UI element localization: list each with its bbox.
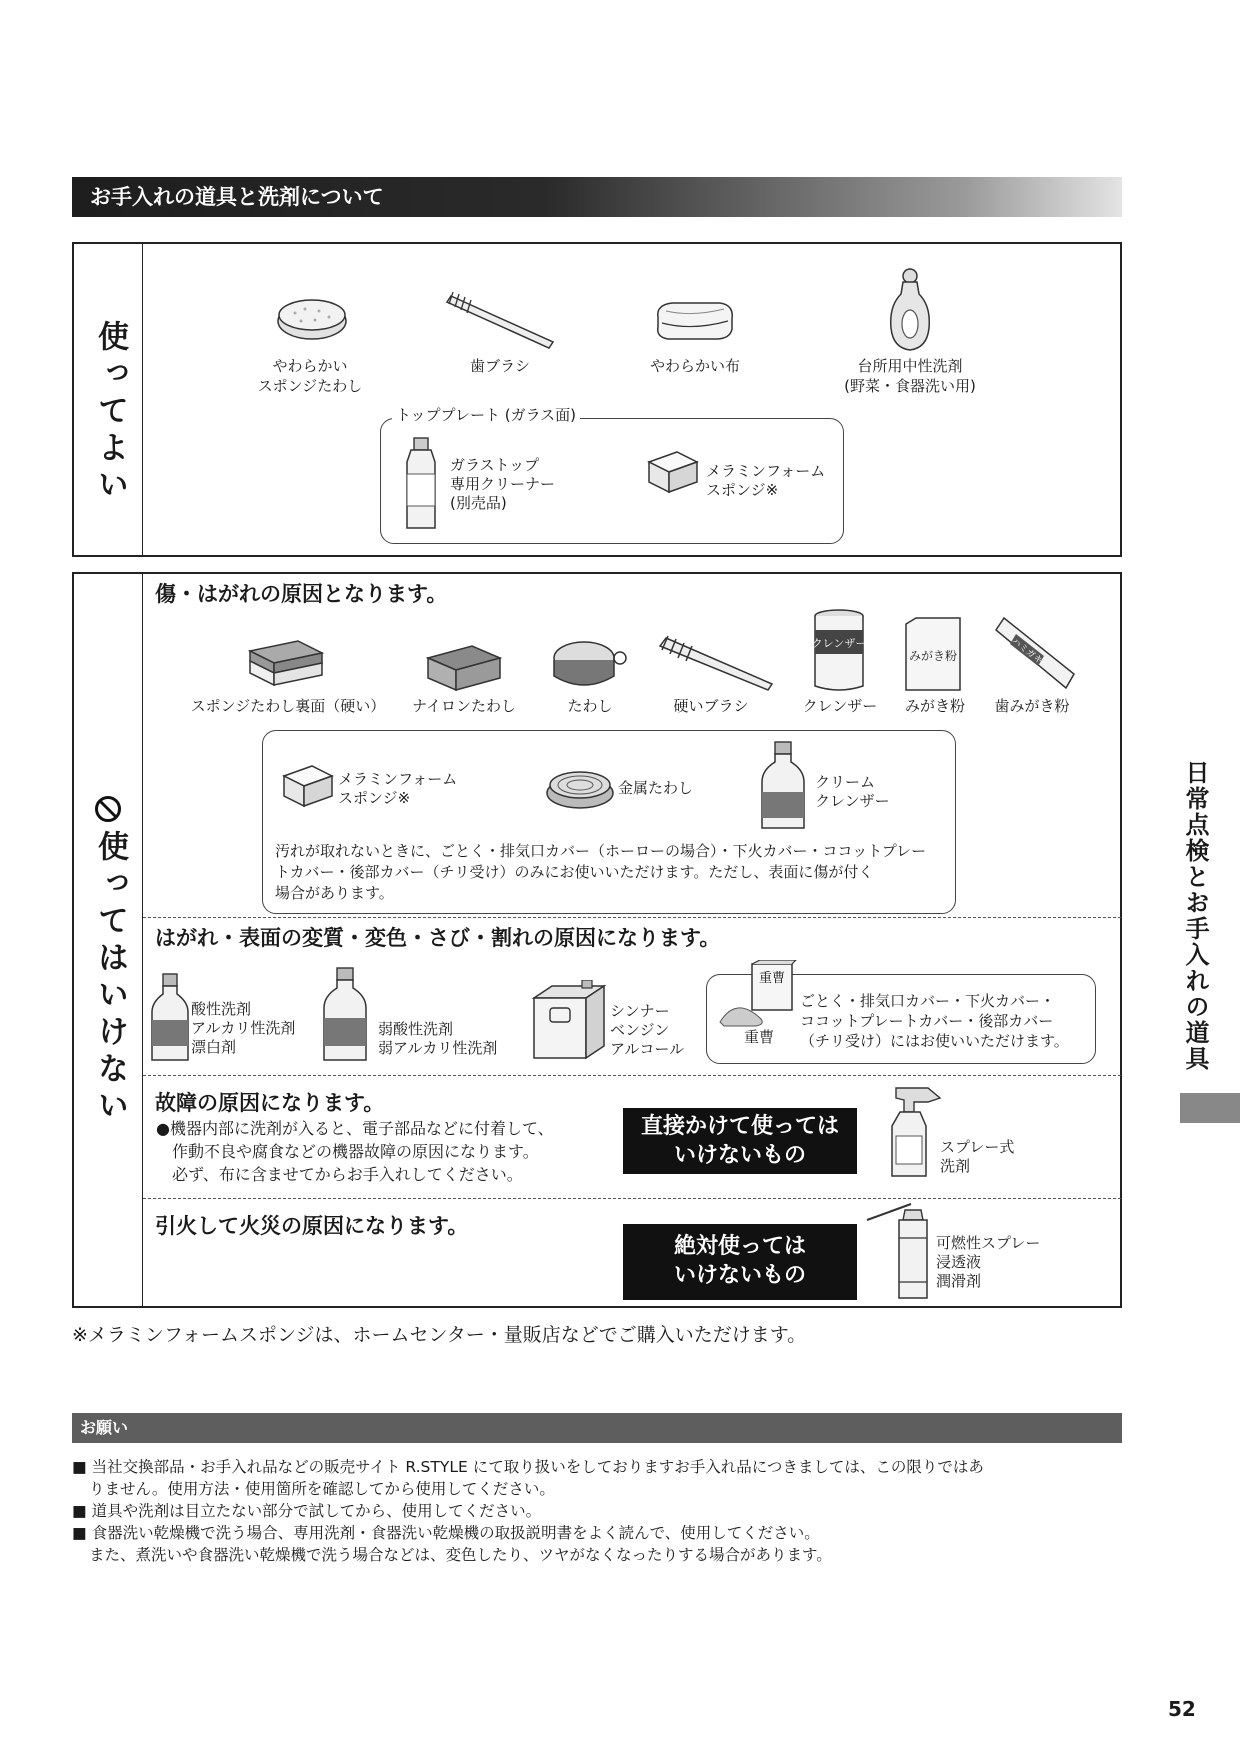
peel-heading: はがれ・表面の変質・変色・さび・割れの原因になります。	[155, 926, 721, 950]
side-tab-label: 日常点検とお手入れの道具	[1181, 760, 1209, 1072]
damage-heading: 傷・はがれの原因となります。	[155, 582, 448, 606]
cream-cleanser-bottle-icon	[760, 740, 806, 832]
damage-item-nylon-scrubber: ナイロンたわし	[412, 697, 516, 715]
toothpaste-tube-text: ハミガキ	[1009, 636, 1045, 667]
cream-cleanser-label: クリーム クレンザー	[815, 773, 890, 810]
divider-2	[143, 1075, 1121, 1076]
damage-item-hard-sponge: スポンジたわし裏面（硬い）	[190, 697, 386, 715]
page-number: 52	[1168, 1697, 1196, 1721]
damage-exception-note: 汚れが取れないときに、ごとく・排気口カバー（ホーローの場合）・下火カバー・ココットプレー トカバー・後部カバー（チリ受け）のみにお使いいただけます。ただし、表面に傷が付く 場合があります。	[275, 842, 927, 902]
damage-item-scrubbing-brush: たわし	[567, 697, 613, 715]
fault-warning-box: 直接かけて使っては いけないもの	[623, 1108, 857, 1174]
scrubbing-brush-icon	[550, 636, 630, 694]
fault-heading: 故障の原因になります。	[155, 1091, 385, 1115]
toothpaste-tube-icon	[990, 612, 1080, 694]
divider-1	[143, 917, 1121, 918]
cleanser-can-text: クレンザー	[812, 637, 866, 650]
melamine-sponge-icon	[645, 448, 701, 496]
polishing-powder-box-icon	[902, 614, 964, 694]
fire-warning-box: 絶対使っては いけないもの	[623, 1224, 857, 1300]
fault-note: ●機器内部に洗剤が入ると、電子部品などに付着して、 作動不良や腐食などの機器故障の原因になります。 必ず、布に含ませてからお手入れしてください。	[156, 1119, 554, 1184]
topplate-melamine-label: メラミンフォーム スポンジ※	[706, 462, 826, 499]
cleanser-can-icon	[812, 608, 866, 694]
ok-item-dish-detergent: 台所用中性洗剤 (野菜・食器洗い用)	[844, 357, 976, 395]
hard-brush-icon	[656, 632, 776, 694]
acid-detergent-label: 酸性洗剤 アルカリ性洗剤 漂白剤	[191, 1000, 296, 1056]
baking-soda-note: ごとく・排気口カバー・下火カバー・ ココットプレートカバー・後部カバー （チリ受け）にはお使いいただけます。	[800, 992, 1069, 1050]
spray-detergent-label: スプレー式 洗剤	[940, 1138, 1015, 1175]
ok-item-toothbrush: 歯ブラシ	[469, 357, 530, 375]
melamine-ng-label: メラミンフォーム スポンジ※	[338, 770, 458, 807]
request-list: ■ 当社交換部品・お手入れ品などの販売サイト R.STYLE にて取り扱いをしておりますお手入れ品につきましては、この限りではあ りません。使用方法・使用箇所を確認してから使用してください。 ■ 道具や洗剤は目立たない部分で試してから、使用してください。 ■ 食器洗い乾燥機で洗う場合、専用洗剤・食器洗い乾燥機の取扱説明書をよく読んで、使用してください。 また、煮洗いや食器洗い乾燥機で洗う場合などは、変色したり、ツヤがなくなったりする場合があります。	[72, 1458, 984, 1564]
glass-cleaner-bottle-icon	[403, 436, 439, 532]
soft-cloth-icon	[652, 297, 737, 345]
damage-item-cleanser: クレンザー	[802, 697, 878, 715]
acid-detergent-bottle-icon	[150, 972, 190, 1064]
metal-scrubber-label: 金属たわし	[618, 779, 694, 797]
thinner-can-icon	[530, 980, 608, 1062]
soft-sponge-icon	[275, 293, 350, 343]
ng-label: 使ってはいけない	[92, 830, 128, 1126]
metal-scrubber-icon	[544, 765, 616, 811]
side-tab-marker	[1180, 1093, 1240, 1123]
polishing-powder-text: みがき粉	[908, 649, 958, 663]
topplate-cleaner-label: ガラストップ 専用クリーナー (別売品)	[450, 456, 556, 512]
divider-3	[143, 1198, 1121, 1199]
baking-soda-label: 重曹	[744, 1028, 775, 1046]
footnote: ※メラミンフォームスポンジは、ホームセンター・量販店などでご購入いただけます。	[72, 1324, 807, 1346]
fire-heading: 引火して火災の原因になります。	[155, 1214, 469, 1238]
ok-label: 使ってよい	[92, 320, 128, 505]
hard-sponge-icon	[246, 635, 326, 691]
damage-item-toothpaste: 歯みがき粉	[994, 697, 1070, 715]
dish-detergent-bottle-icon	[885, 266, 935, 352]
baking-soda-package-text: 重曹	[758, 971, 786, 986]
thinner-label: シンナー ベンジン アルコール	[610, 1002, 685, 1058]
damage-item-polishing-powder: みがき粉	[904, 697, 965, 715]
flammable-spray-can-icon	[865, 1202, 931, 1302]
baking-soda-icon	[716, 960, 798, 1030]
prohibition-icon	[94, 795, 122, 823]
flammable-spray-label: 可燃性スプレー 浸透液 潤滑剤	[936, 1234, 1041, 1290]
weak-acid-detergent-label: 弱酸性洗剤 弱アルカリ性洗剤	[378, 1020, 498, 1057]
request-title: お願い	[72, 1413, 1122, 1443]
spray-bottle-icon	[888, 1084, 944, 1180]
damage-item-hard-brush: 硬いブラシ	[673, 697, 749, 715]
nylon-scrubber-icon	[424, 640, 504, 696]
section-title: お手入れの道具と洗剤について	[72, 177, 1122, 217]
ok-item-soft-sponge: やわらかい スポンジたわし	[257, 357, 363, 395]
melamine-sponge-ng-icon	[280, 762, 336, 810]
ok-item-soft-cloth: やわらかい布	[649, 357, 740, 375]
topplate-title: トッププレート (ガラス面)	[392, 406, 580, 425]
toothbrush-icon	[443, 290, 558, 350]
weak-acid-detergent-bottle-icon	[322, 966, 368, 1064]
